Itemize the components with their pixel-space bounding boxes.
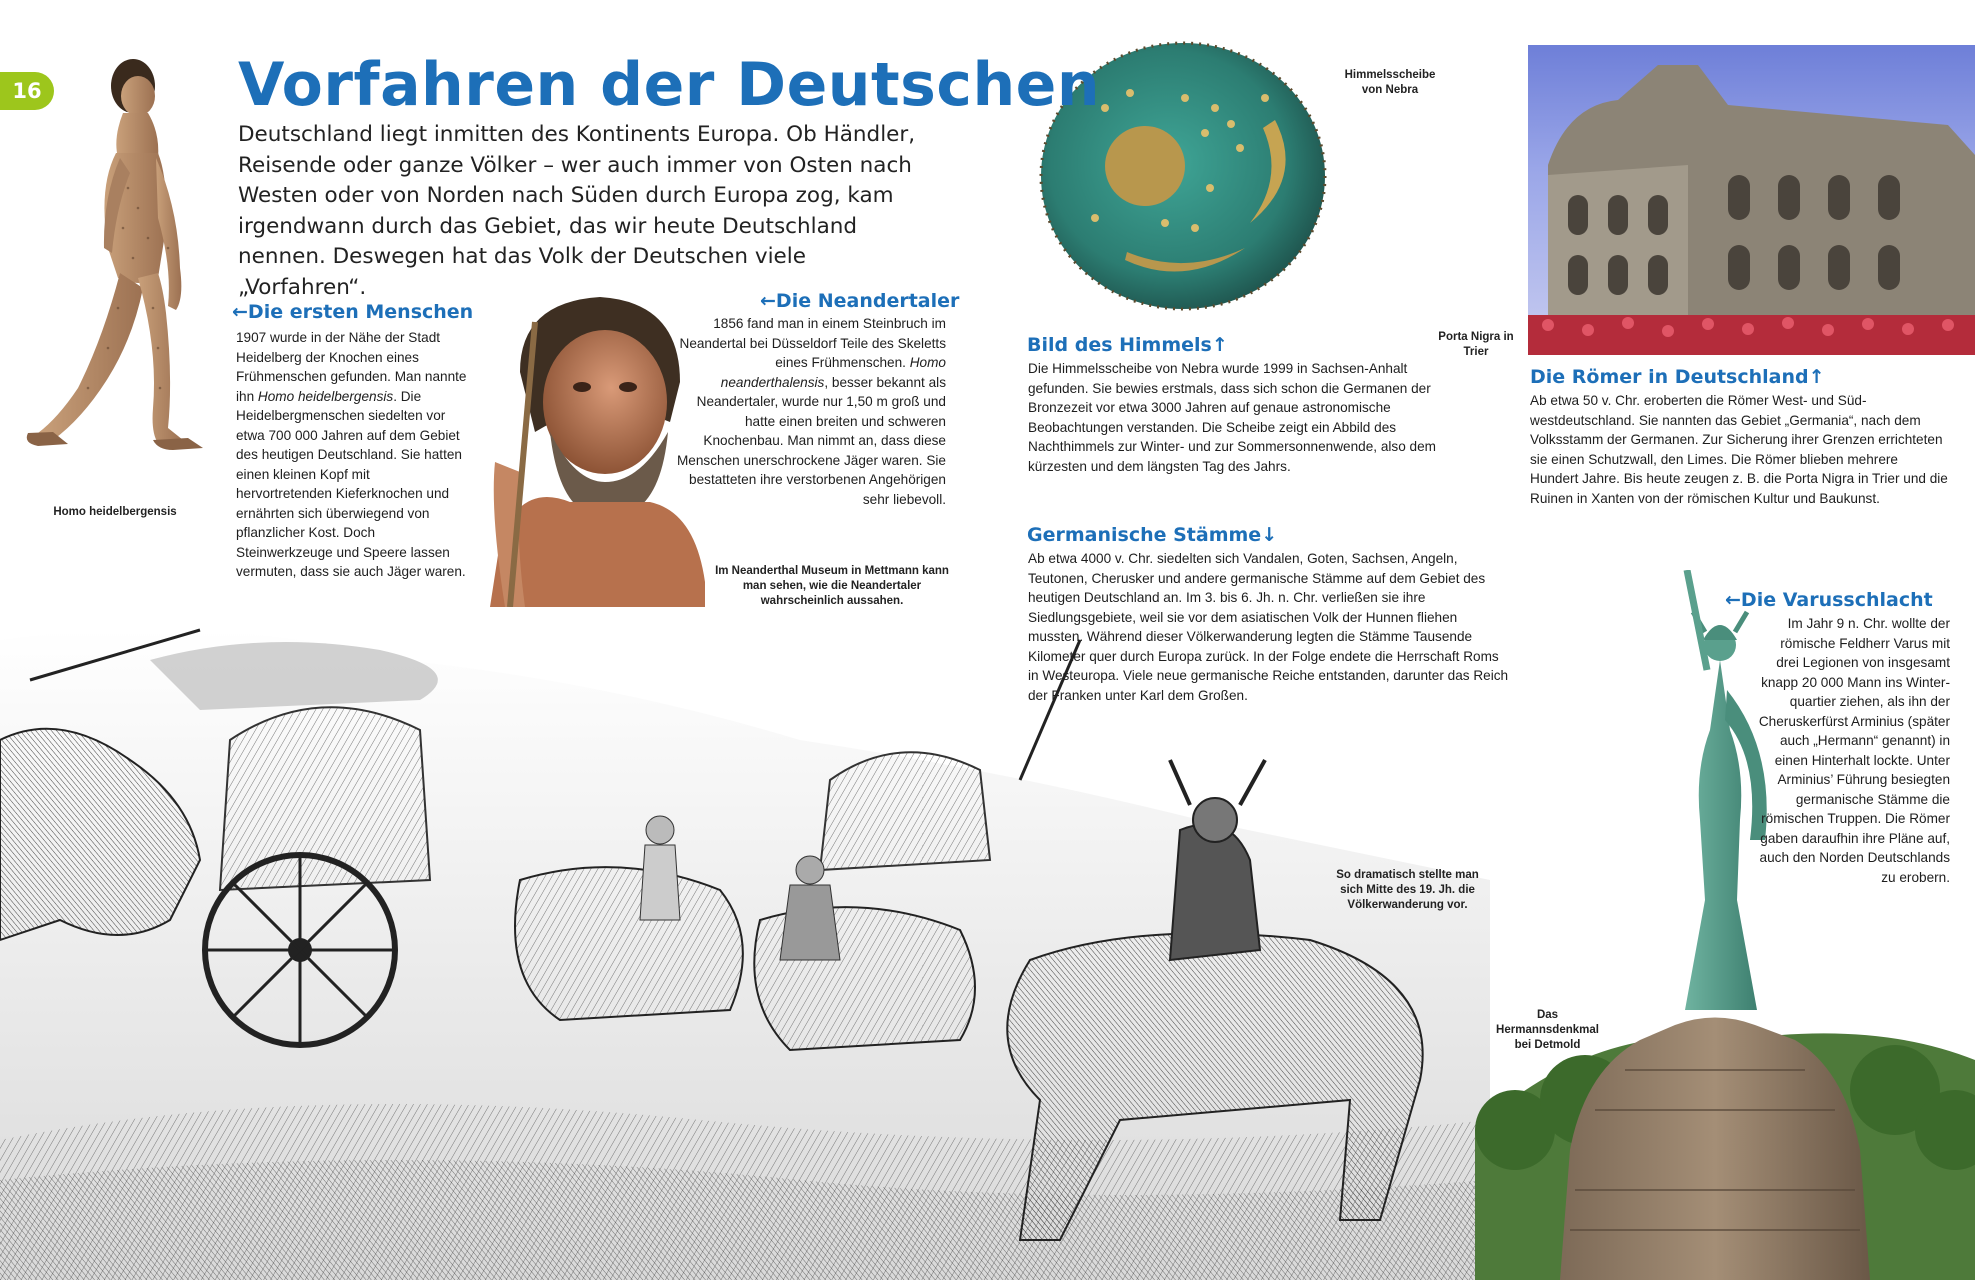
porta-nigra-illustration <box>1528 45 1975 355</box>
heading-label: Die Varusschlacht <box>1740 589 1933 611</box>
voelkerwanderung-engraving <box>0 620 1490 1280</box>
intro-text: Deutschland liegt inmitten des Kontinents Europa. Ob Händler, Reisende oder ganze Völker – wer auch immer von Osten nach Westen oder von Norden nach Süden durch Europa zog, kam irgendwann durch das Gebiet, das wir heute Deutschland nennen. Deswegen hat das Volk der Deutschen viele „Vorfahren“. <box>238 122 916 300</box>
heading-staemme <box>1027 524 1277 546</box>
arrow-down-icon: ↓ <box>1261 524 1278 546</box>
caption-voelkerwanderung: So dramatisch stellte man sich Mitte des 19. Jh. die Völkerwanderung vor. <box>1336 869 1479 911</box>
heading-label: Die Neandertaler <box>775 290 960 312</box>
heading-label: Bild des Himmels <box>1027 334 1212 356</box>
heading-himmel <box>1027 334 1228 356</box>
text-varusschlacht: Im Jahr 9 n. Chr. wollte der römische Feldherr Varus mit drei Legionen von insgesamt knapp 20 000 Mann ins Winterquartier ziehen, als ihn der Cheruskerfürst Arminius (später auch „Hermann“ genannt) in einen Hinterhalt lockte. Unter Arminius’ Führung besiegten germanische Stämme die römischen Truppen. Die Römer gaben daraufhin ihre Pläne auf, auch den Norden Deutschlands zu erobern. <box>1758 616 1950 885</box>
heading-label: Germanische Stämme <box>1027 524 1262 546</box>
text-neandertaler: 1856 fand man in einem Steinbruch im Neandertal bei Düsseldorf Teile des Skeletts eines Frühmenschen. Homo neanderthalensis, besser bekannt als Neandertaler, wurde nur 1,50 m groß und hatte einen breiten und schweren Knochenbau. Man nimmt an, dass diese Menschen unerschrockene Jäger waren. Sie bestatteten ihre verstorbenen Angehörigen sehr liebevoll. <box>676 316 946 507</box>
porta-nigra-photo <box>1528 45 1975 355</box>
caption-homo: Homo heidelbergensis <box>53 506 177 518</box>
text-erste-menschen: 1907 wurde in der Nähe der Stadt Heidelberg der Knochen eines Frühmenschen gefunden. Man nannte ihn Homo heidelbergensis. Die Heidelbergmenschen siedelten vor etwa 700 000 Jahren auf dem Gebiet des heutigen Deutschland. Sie hatten einen kleinen Kopf mit hervortretenden Kieferknochen und ernährten sich überwiegend von pflanzlicher Kost. Doch Steinwerkzeuge und Speere lassen vermuten, dass sie auch Jäger waren. <box>236 330 467 579</box>
arrow-up-icon: ↑ <box>1211 334 1228 356</box>
page-title: Vorfahren der Deutschen <box>238 50 1101 120</box>
text-roemer: Ab etwa 50 v. Chr. eroberten die Römer West- und Südwestdeutschland. Sie nannten das Gebiet „Germania“, nach dem Volksstamm der Germanen. Zur Sicherung ihrer Grenzen errichteten sie einen Schutzwall, den Limes. Die Römer blieben mehrere Hundert Jahre. Bis heute zeugen z. B. die Porta Nigra in Trier und die Ruinen in Xanten von der römischen Kultur und Baukunst. <box>1530 393 1948 506</box>
arrow-left-icon: ← <box>760 290 776 312</box>
caption-hermann: Das Hermannsdenkmal bei Detmold <box>1496 1009 1599 1051</box>
arrow-up-icon: ↑ <box>1808 366 1825 388</box>
arrow-left-icon: ← <box>232 301 248 323</box>
arrow-left-icon: ← <box>1725 589 1741 611</box>
caption-neandertal-museum: Im Neanderthal Museum in Mettmann kann man sehen, wie die Neandertaler wahrscheinlich aussahen. <box>715 565 949 607</box>
text-himmel: Die Himmelsscheibe von Nebra wurde 1999 in Sachsen-Anhalt gefunden. Sie bewies erstmals, dass sich schon die Germanen der Bronzezeit vor etwa 3000 Jahren auf genaue astronomische Beobachtungen verstanden. Die Scheibe zeigt ein Abbild des Nachthimmels zur Winter- und zur Sommersonnenwende, also dem kürzesten und dem längsten Tag des Jahrs. <box>1028 361 1436 474</box>
heading-label: Die ersten Menschen <box>247 301 474 323</box>
heading-label: Die Römer in Deutschland <box>1530 366 1809 388</box>
heading-erste-menschen <box>232 301 473 323</box>
heading-varusschlacht <box>1725 589 1933 611</box>
heading-roemer <box>1530 366 1825 388</box>
page-number-left: 16 <box>0 72 54 110</box>
caption-porta: Porta Nigra in Trier <box>1438 331 1514 358</box>
homo-heidelbergensis-illustration <box>8 48 213 498</box>
caption-nebra: Himmelsscheibe von Nebra <box>1344 69 1436 96</box>
text-staemme: Ab etwa 4000 v. Chr. siedelten sich Vandalen, Goten, Sachsen, Angeln, Teutonen, Cherusker und andere germanische Stämme auf dem Gebiet des heutigen Deutschland an. Im 3. bis 6. Jh. n. Chr. verließen sie ihre Siedlungsgebiete, weil sie vor dem asiatischen Volk der Hunnen fliehen mussten. Während dieser Völkerwanderung legten die Stämme Tausende Kilometer quer durch Europa zurück. In der Folge endete die Herrschaft Roms in Westeuropa. Viele neue germanische Reiche entstanden, darunter das Reich der Franken unter Karl dem Großen. <box>1028 551 1509 703</box>
heading-neandertaler <box>760 290 959 312</box>
